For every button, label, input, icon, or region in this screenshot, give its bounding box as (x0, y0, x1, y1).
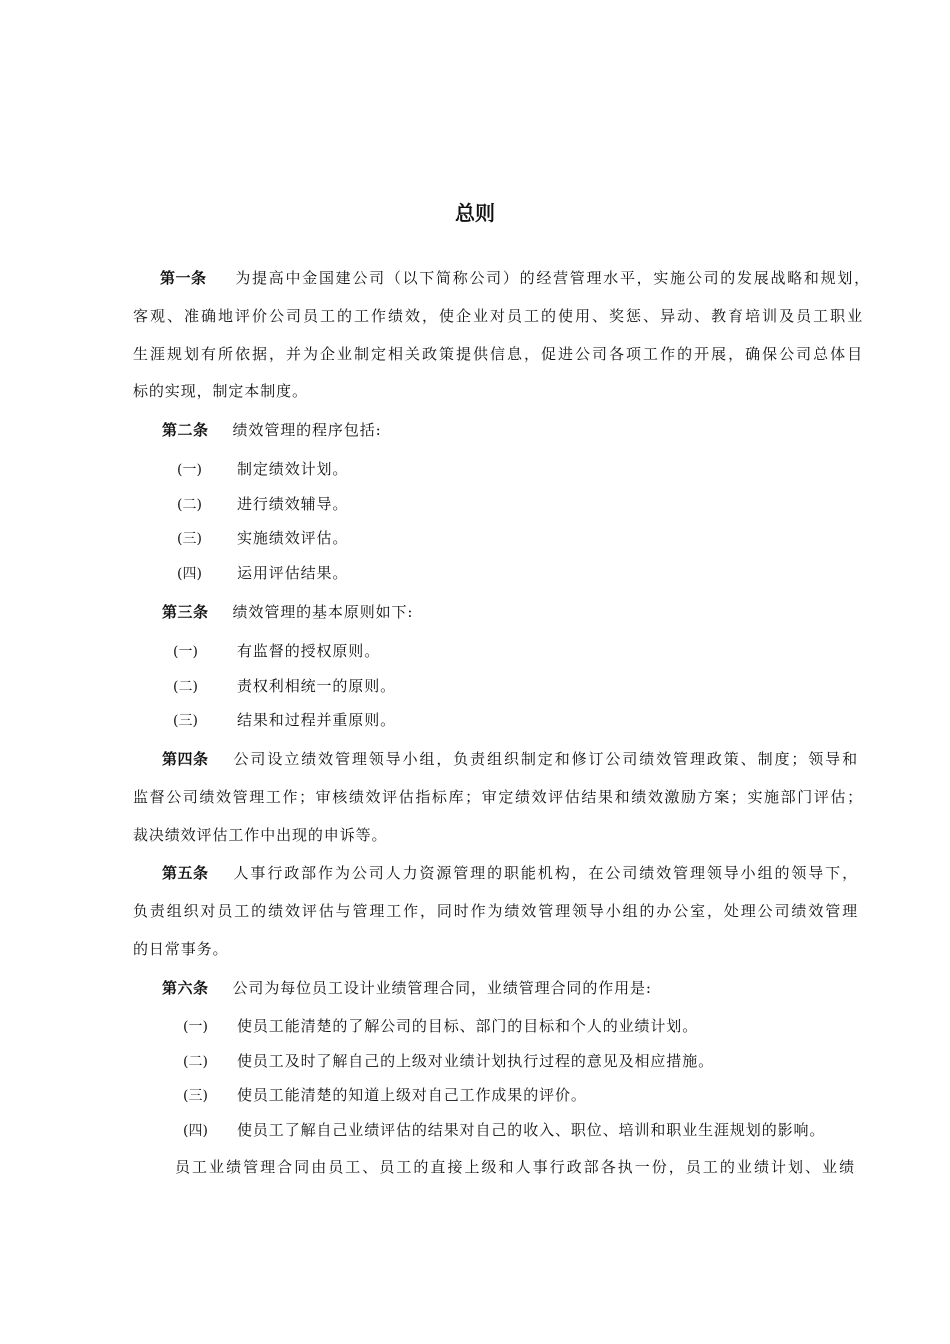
art4-text-1: 公司设立绩效管理领导小组，负责组织制定和修订公司绩效管理政策、制度；领导和 (232, 750, 858, 768)
art1-label: 第一条 (160, 269, 207, 287)
art6-label: 第六条 (162, 979, 209, 997)
art6-item-4-text: 使员工了解自己业绩评估的结果对自己的收入、职位、培训和职业生涯规划的影响。 (237, 1121, 826, 1139)
art6-item-4-num: (四) (183, 1123, 208, 1139)
art3-item-1-text: 有监督的授权原则。 (237, 642, 381, 660)
art6-item-4 (183, 1120, 913, 1141)
art2-item-3-text: 实施绩效评估。 (237, 529, 349, 547)
art2-item-4 (177, 563, 907, 584)
art6-item-3 (183, 1085, 913, 1106)
art6-item-2-num: (二) (183, 1054, 208, 1070)
art5-line-3: 的日常事务。 (133, 940, 229, 958)
art6-item-2-text: 使员工及时了解自己的上级对业绩计划执行过程的意见及相应措施。 (237, 1052, 715, 1070)
art3-item-3-text: 结果和过程并重原则。 (237, 711, 397, 729)
art3-item-2-num: (二) (173, 679, 198, 695)
art2-item-4-num: (四) (177, 566, 202, 582)
art2-item-2-num: (二) (177, 497, 202, 513)
art2-label: 第二条 (162, 421, 209, 439)
art6-item-3-text: 使员工能清楚的知道上级对自己工作成果的评价。 (237, 1086, 587, 1104)
art3-item-3-num: (三) (173, 713, 198, 729)
page-title: 总则 (455, 201, 495, 225)
art1-line-1 (160, 268, 870, 288)
art3-line (162, 602, 892, 622)
art3-label: 第三条 (162, 603, 209, 621)
art2-item-2-text: 进行绩效辅导。 (237, 495, 349, 513)
art1-text-1: 为提高中金国建公司（以下简称公司）的经营管理水平，实施公司的发展战略和规划， (234, 269, 870, 287)
art6-item-1-text: 使员工能清楚的了解公司的目标、部门的目标和个人的业绩计划。 (237, 1017, 699, 1035)
art6-item-1 (183, 1016, 913, 1037)
art1-line-3: 生涯规划有所依据，并为企业制定相关政策提供信息，促进公司各项工作的开展，确保公司总体目 (133, 345, 863, 363)
art1-line-2: 客观、准确地评价公司员工的工作绩效，使企业对员工的使用、奖惩、异动、教育培训及员工职业 (133, 307, 863, 325)
art6-item-2 (183, 1051, 913, 1072)
art3-text: 绩效管理的基本原则如下: (232, 603, 414, 621)
art2-item-3 (177, 528, 907, 549)
art3-item-2-text: 责权利相统一的原则。 (237, 677, 397, 695)
art5-line-1 (162, 863, 858, 883)
art5-label: 第五条 (162, 864, 209, 882)
art6-item-1-num: (一) (183, 1019, 208, 1035)
art3-item-3 (173, 710, 903, 731)
art1-line-4: 标的实现，制定本制度。 (133, 382, 308, 400)
art2-item-4-text: 运用评估结果。 (237, 564, 349, 582)
art4-line-3: 裁决绩效评估工作中出现的申诉等。 (133, 826, 388, 844)
art5-line-2: 负责组织对员工的绩效评估与管理工作，同时作为绩效管理领导小组的办公室，处理公司绩效管理 (133, 902, 858, 920)
art2-item-1-text: 制定绩效计划。 (237, 460, 349, 478)
art2-item-1 (177, 459, 907, 480)
art6-line (162, 978, 892, 998)
art2-item-2 (177, 494, 907, 515)
art6-item-3-num: (三) (183, 1088, 208, 1104)
art6-text: 公司为每位员工设计业绩管理合同，业绩管理合同的作用是: (232, 979, 652, 997)
art2-item-3-num: (三) (177, 531, 202, 547)
art4-label: 第四条 (162, 750, 209, 768)
art4-line-1 (162, 749, 858, 769)
art3-item-1 (173, 641, 903, 662)
art2-item-1-num: (一) (177, 462, 202, 478)
art2-line (162, 420, 892, 440)
art6-tail: 员工业绩管理合同由员工、员工的直接上级和人事行政部各执一份，员工的业绩计划、业绩 (175, 1158, 855, 1176)
art5-text-1: 人事行政部作为公司人力资源管理的职能机构，在公司绩效管理领导小组的领导下， (232, 864, 858, 882)
art2-text: 绩效管理的程序包括: (232, 421, 382, 439)
art3-item-1-num: (一) (173, 644, 198, 660)
art4-line-2: 监督公司绩效管理工作；审核绩效评估指标库；审定绩效评估结果和绩效激励方案；实施部门评估； (133, 788, 863, 806)
art3-item-2 (173, 676, 903, 697)
